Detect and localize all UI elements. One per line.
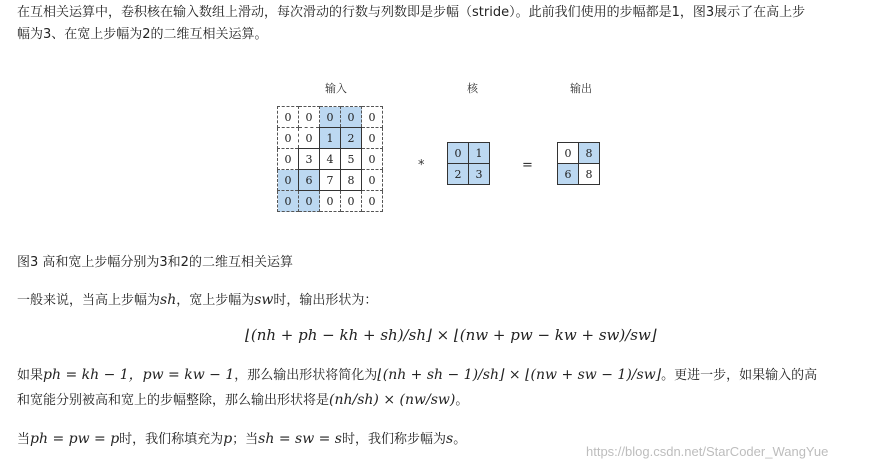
general-text-mid: ，宽上步幅为 xyxy=(176,293,255,308)
simplify-mid: ，那么输出形状将简化为 xyxy=(234,368,378,383)
simplify-line-2 xyxy=(17,389,468,412)
kernel-cell: 3 xyxy=(469,164,490,185)
math-sw: sw xyxy=(254,292,274,308)
input-cell: 0 xyxy=(278,128,299,149)
input-cell: 0 xyxy=(278,149,299,170)
output-grid xyxy=(557,142,600,185)
input-cell: 6 xyxy=(299,170,320,191)
kernel-cell: 1 xyxy=(469,143,490,164)
definition-line xyxy=(17,428,466,451)
input-cell: 4 xyxy=(320,149,341,170)
input-label: 输入 xyxy=(325,82,347,95)
input-cell: 0 xyxy=(299,191,320,212)
math-stride-eq: sh = sw = s xyxy=(258,431,342,447)
kernel-cell: 2 xyxy=(448,164,469,185)
input-cell: 3 xyxy=(299,149,320,170)
simplify-line2-suffix: 。 xyxy=(455,393,469,408)
input-grid xyxy=(277,106,383,212)
input-cell: 5 xyxy=(341,149,362,170)
simplify-line-1 xyxy=(17,364,887,387)
output-cell: 0 xyxy=(558,143,579,164)
intro-line-2: 幅为3、在宽上步幅为2的二维互相关运算。 xyxy=(17,27,268,42)
kernel-label: 核 xyxy=(467,82,478,95)
input-cell: 0 xyxy=(362,170,383,191)
input-cell: 2 xyxy=(341,128,362,149)
input-cell: 7 xyxy=(320,170,341,191)
kernel-cell: 0 xyxy=(448,143,469,164)
input-cell: 0 xyxy=(362,107,383,128)
intro-line-1: 在互相关运算中，卷积核在输入数组上滑动，每次滑动的行数与列数即是步幅（stride）。此前我们使用的步幅都是1，图3展示了在高上步 xyxy=(17,5,806,20)
convolution-operator: * xyxy=(418,158,425,173)
output-cell: 8 xyxy=(579,164,600,185)
input-cell: 0 xyxy=(320,191,341,212)
simplify-suffix: 。更进一步，如果输入的高 xyxy=(661,368,818,383)
math-s: s xyxy=(446,431,454,447)
input-cell: 1 xyxy=(320,128,341,149)
general-text-prefix: 一般来说，当高上步幅为 xyxy=(17,293,161,308)
output-cell: 8 xyxy=(579,143,600,164)
input-cell: 0 xyxy=(362,191,383,212)
simplify-prefix: 如果 xyxy=(17,368,44,383)
output-cell: 6 xyxy=(558,164,579,185)
general-statement xyxy=(17,289,377,312)
input-cell: 0 xyxy=(341,107,362,128)
input-cell: 0 xyxy=(278,107,299,128)
kernel-grid xyxy=(447,142,490,185)
input-cell: 0 xyxy=(299,107,320,128)
def-p1: 当 xyxy=(17,432,31,447)
input-cell: 0 xyxy=(341,191,362,212)
input-cell: 0 xyxy=(362,149,383,170)
math-final-shape: (nh/sh) × (nw/sw) xyxy=(329,392,456,408)
math-p: p xyxy=(223,431,233,447)
figure-caption: 图3 高和宽上步幅分别为3和2的二维互相关运算 xyxy=(17,255,293,270)
math-sh: sh xyxy=(160,292,177,308)
def-p3: ；当 xyxy=(232,432,259,447)
general-text-suffix: 时，输出形状为： xyxy=(273,293,378,308)
input-cell: 8 xyxy=(341,170,362,191)
math-padding-eq: ph = pw = p xyxy=(30,431,120,447)
simplify-line2-prefix: 和宽能分别被高和宽上的步幅整除，那么输出形状将是 xyxy=(17,393,330,408)
input-cell: 0 xyxy=(320,107,341,128)
def-p5: 。 xyxy=(453,432,467,447)
input-cell: 0 xyxy=(362,128,383,149)
input-cell: 0 xyxy=(278,191,299,212)
def-p2: 时，我们称填充为 xyxy=(119,432,224,447)
output-shape-formula: ⌊(nh + ph − kh + sh)/sh⌋ × ⌊(nw + pw − kw + sw)/sw⌋ xyxy=(245,326,657,344)
def-p4: 时，我们称步幅为 xyxy=(342,432,447,447)
math-condition: ph = kh − 1，pw = kw − 1 xyxy=(43,367,235,383)
math-simplified-shape: ⌊(nh + sh − 1)/sh⌋ × ⌊(nw + sw − 1)/sw⌋ xyxy=(377,367,662,383)
output-label: 输出 xyxy=(570,82,592,95)
input-cell: 0 xyxy=(299,128,320,149)
watermark: https://blog.csdn.net/StarCoder_WangYue xyxy=(586,444,829,459)
equals-operator: = xyxy=(522,158,533,173)
input-cell: 0 xyxy=(278,170,299,191)
